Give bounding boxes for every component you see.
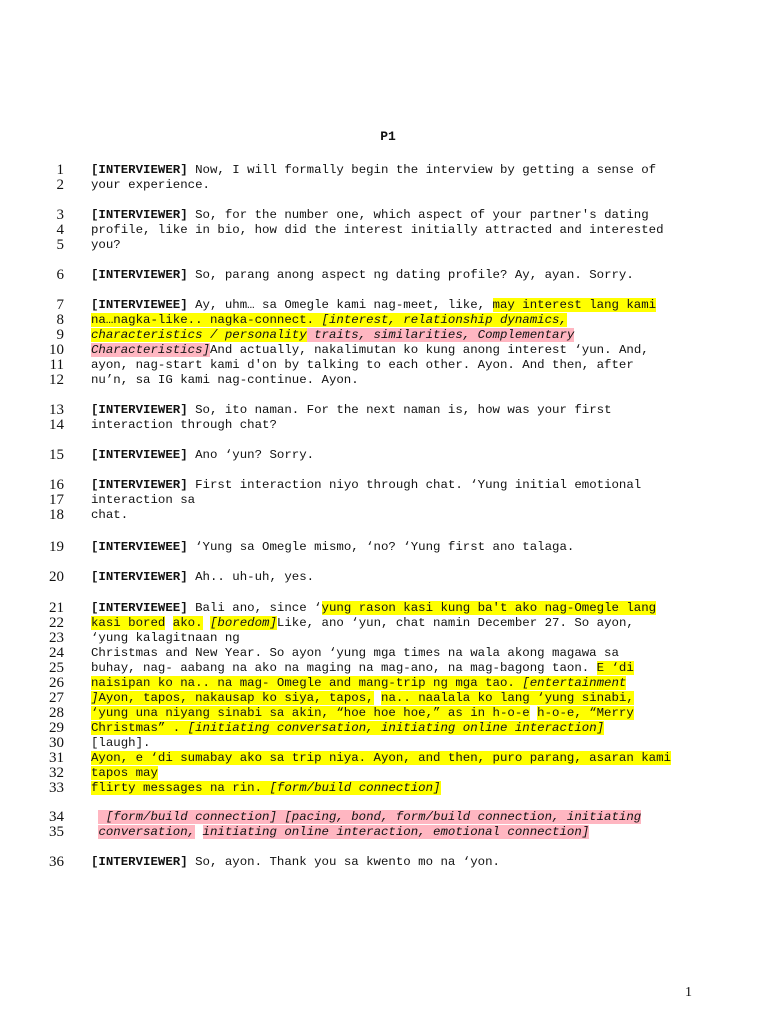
- speaker-label: [INTERVIEWEE]: [91, 448, 188, 462]
- line-text: [91, 343, 649, 358]
- page-number: 1: [685, 985, 692, 1000]
- text-segment: you?: [91, 238, 121, 252]
- line-number: 3: [56, 207, 64, 223]
- text-segment: profile, like in bio, how did the interest initially attracted and interested: [91, 223, 664, 237]
- transcript-line: [0, 268, 768, 283]
- speaker-label: [INTERVIEWEE]: [91, 601, 188, 615]
- transcript-line: [0, 781, 768, 796]
- line-number: 5: [56, 237, 64, 253]
- highlighted-text: na.. naalala ko lang ‘yung sinabi,: [381, 691, 634, 705]
- line-number: 28: [49, 705, 64, 721]
- highlighted-text: E ‘di: [596, 661, 634, 675]
- line-number: 1: [56, 162, 64, 178]
- text-segment: Ah.. uh-uh, yes.: [187, 570, 315, 584]
- line-number: 18: [49, 507, 64, 523]
- line-number: 13: [49, 402, 64, 418]
- text-segment: Now, I will formally begin the interview by getting a sense of: [187, 163, 657, 177]
- transcript-line: [0, 223, 768, 238]
- speaker-label: [INTERVIEWER]: [91, 855, 188, 869]
- code-annotation: [form/build connection]: [269, 781, 441, 795]
- line-number: 14: [49, 417, 64, 433]
- line-text: [91, 238, 121, 253]
- speaker-label: [INTERVIEWER]: [91, 268, 188, 282]
- transcript-line: [0, 448, 768, 463]
- highlighted-text: Ayon,: [98, 691, 144, 705]
- transcript-line: [0, 766, 768, 781]
- transcript-line: [0, 721, 768, 736]
- highlighted-text: na…nagka-like.. nagka-connect.: [91, 313, 322, 327]
- text-segment: First interaction niyo through chat. ‘Yung initial emotional: [187, 478, 642, 492]
- line-text: [91, 570, 314, 585]
- text-segment: Like, ano ‘yun, chat namin December 27. So ayon,: [276, 616, 634, 630]
- line-number: 6: [56, 267, 64, 283]
- line-number: 35: [49, 824, 64, 840]
- line-text: [91, 418, 277, 433]
- speaker-label: [INTERVIEWER]: [91, 403, 188, 417]
- page-title: P1: [380, 129, 396, 144]
- line-number: 2: [56, 177, 64, 193]
- text-segment: ayon, nag-start kami d'on by talking to each other. Ayon. And then, after: [91, 358, 634, 372]
- transcript-line: [0, 706, 768, 721]
- text-segment: Ay, uhm… sa Omegle kami nag-meet, like,: [187, 298, 493, 312]
- transcript-line: [0, 601, 768, 616]
- text-segment: Christmas and New Year. So ayon ‘yung mga times na wala akong magawa sa: [91, 646, 619, 660]
- code-annotation: [form/build connection] [pacing, bond, form/build connection, initiating: [98, 810, 642, 824]
- line-text: [91, 328, 574, 343]
- line-number: 11: [49, 357, 64, 373]
- transcript-line: [0, 403, 768, 418]
- highlighted-text: tapos, nakausap ko siya, tapos,: [143, 691, 374, 705]
- code-annotation: [boredom]: [209, 616, 277, 630]
- line-number: 12: [49, 372, 64, 388]
- line-number: 23: [49, 630, 64, 646]
- highlighted-text: yung rason kasi kung ba't ako nag-Omegle lang: [321, 601, 657, 615]
- line-text: [91, 268, 634, 283]
- line-number: 20: [49, 569, 64, 585]
- transcript-line: [0, 343, 768, 358]
- code-annotation: Characteristics]: [91, 343, 210, 357]
- code-annotation: conversation,: [98, 825, 196, 839]
- transcript-line: [0, 298, 768, 313]
- highlighted-text: Christmas” .: [91, 721, 188, 735]
- line-text: [91, 508, 128, 523]
- text-segment: [374, 691, 381, 705]
- line-text: [91, 403, 612, 418]
- line-text: [91, 736, 151, 751]
- speaker-label: [INTERVIEWER]: [91, 208, 188, 222]
- text-segment: So, parang anong aspect ng dating profile? Ay, ayan. Sorry.: [187, 268, 634, 282]
- line-number: 25: [49, 660, 64, 676]
- line-number: 9: [56, 327, 64, 343]
- line-text: [91, 448, 314, 463]
- line-number: 8: [56, 312, 64, 328]
- code-annotation: traits, similarities, Complementary: [306, 328, 575, 342]
- highlighted-text: naisipan ko na.. na mag- Omegle and mang-trip ng mga tao.: [91, 676, 523, 690]
- line-number: 34: [49, 809, 64, 825]
- speaker-label: [INTERVIEWER]: [91, 478, 188, 492]
- transcript-line: [0, 493, 768, 508]
- code-annotation: [interest, relationship dynamics,: [321, 313, 567, 327]
- transcript-line: [0, 736, 768, 751]
- line-number: 7: [56, 297, 64, 313]
- highlighted-text: kasi bored: [91, 616, 166, 630]
- line-number: 30: [49, 735, 64, 751]
- line-text: [91, 313, 567, 328]
- highlighted-text: tapos may: [91, 766, 158, 780]
- text-segment: [195, 825, 202, 839]
- line-text: [91, 298, 656, 313]
- line-text: [91, 163, 656, 178]
- transcript-line: [0, 825, 768, 840]
- text-segment: [laugh].: [91, 736, 151, 750]
- transcript-line: [0, 178, 768, 193]
- transcript-line: [0, 751, 768, 766]
- line-text: [91, 540, 574, 555]
- line-number: 21: [49, 600, 64, 616]
- line-number: 32: [49, 765, 64, 781]
- speaker-label: [INTERVIEWEE]: [91, 298, 188, 312]
- transcript-line: [0, 163, 768, 178]
- speaker-label: [INTERVIEWER]: [91, 570, 188, 584]
- text-segment: Bali ano, since ‘: [187, 601, 322, 615]
- line-text: [91, 751, 671, 766]
- text-segment: ‘yung kalagitnaan ng: [91, 631, 240, 645]
- line-number: 33: [49, 780, 64, 796]
- line-text: [91, 601, 656, 616]
- line-number: 24: [49, 645, 64, 661]
- text-segment: And actually, nakalimutan ko kung anong interest ‘yun. And,: [209, 343, 649, 357]
- line-text: [91, 706, 634, 721]
- code-annotation: characteristics / personality: [91, 328, 307, 342]
- line-number: 36: [49, 854, 64, 870]
- text-segment: your experience.: [91, 178, 210, 192]
- highlighted-text: ‘yung una niyang sinabi sa akin, “hoe hoe hoe,” as in h-o-e: [91, 706, 530, 720]
- text-segment: [203, 616, 210, 630]
- line-number: 17: [49, 492, 64, 508]
- code-annotation: initiating online interaction, emotional connection]: [202, 825, 590, 839]
- line-number: 10: [49, 342, 64, 358]
- line-text: [91, 825, 589, 840]
- text-segment: chat.: [91, 508, 129, 522]
- transcript-line: [0, 418, 768, 433]
- line-text: [91, 616, 634, 631]
- highlighted-text: Ayon, e ‘di sumabay ako sa trip niya. Ayon, and then, puro parang, asaran kami: [91, 751, 671, 765]
- line-number: 4: [56, 222, 64, 238]
- highlighted-text: may interest lang kami: [492, 298, 657, 312]
- text-segment: [165, 616, 172, 630]
- line-text: [91, 691, 634, 706]
- line-number: 27: [49, 690, 64, 706]
- line-text: [91, 810, 641, 825]
- line-text: [91, 208, 649, 223]
- text-segment: interaction through chat?: [91, 418, 277, 432]
- line-text: [91, 661, 634, 676]
- transcript-line: [0, 616, 768, 631]
- line-text: [91, 178, 210, 193]
- highlighted-text: h-o-e, “Merry: [537, 706, 634, 720]
- line-number: 31: [49, 750, 64, 766]
- speaker-label: [INTERVIEWEE]: [91, 540, 188, 554]
- line-text: [91, 493, 195, 508]
- line-number: 16: [49, 477, 64, 493]
- transcript-line: [0, 313, 768, 328]
- line-number: 15: [49, 447, 64, 463]
- line-text: [91, 676, 626, 691]
- speaker-label: [INTERVIEWER]: [91, 163, 188, 177]
- highlighted-text: ako.: [172, 616, 203, 630]
- line-text: [91, 766, 158, 781]
- line-text: [91, 646, 619, 661]
- transcript-line: [0, 691, 768, 706]
- line-text: [91, 478, 641, 493]
- text-segment: So, ito naman. For the next naman is, how was your first: [187, 403, 612, 417]
- transcript-line: [0, 238, 768, 253]
- text-segment: So, ayon. Thank you sa kwento mo na ‘yon.: [187, 855, 500, 869]
- code-annotation: [initiating conversation, initiating online interaction]: [187, 721, 605, 735]
- transcript-line: [0, 661, 768, 676]
- text-segment: nu’n, sa IG kami nag-continue. Ayon.: [91, 373, 359, 387]
- transcript-line: [0, 208, 768, 223]
- transcript-line: [0, 855, 768, 870]
- text-segment: interaction sa: [91, 493, 196, 507]
- text-segment: ‘Yung sa Omegle mismo, ‘no? ‘Yung first ano talaga.: [187, 540, 575, 554]
- line-text: [91, 721, 604, 736]
- code-annotation: ]: [91, 691, 99, 705]
- transcript-line: [0, 631, 768, 646]
- code-annotation: [entertainment: [522, 676, 627, 690]
- text-segment: buhay, nag- aabang na ako na maging na mag-ano, na mag-bagong taon.: [91, 661, 597, 675]
- line-text: [91, 631, 240, 646]
- transcript-line: [0, 570, 768, 585]
- transcript-line: [0, 373, 768, 388]
- line-text: [91, 373, 359, 388]
- highlighted-text: flirty messages na rin.: [91, 781, 270, 795]
- line-text: [91, 781, 441, 796]
- text-segment: So, for the number one, which aspect of your partner's dating: [187, 208, 649, 222]
- transcript-line: [0, 358, 768, 373]
- line-number: 19: [49, 539, 64, 555]
- line-text: [91, 855, 500, 870]
- transcript-line: [0, 328, 768, 343]
- line-number: 26: [49, 675, 64, 691]
- text-segment: Ano ‘yun? Sorry.: [187, 448, 315, 462]
- transcript-line: [0, 646, 768, 661]
- line-number: 29: [49, 720, 64, 736]
- transcript-line: [0, 508, 768, 523]
- transcript-line: [0, 810, 768, 825]
- transcript-line: [0, 676, 768, 691]
- transcript-line: [0, 478, 768, 493]
- transcript-line: [0, 540, 768, 555]
- line-text: [91, 223, 664, 238]
- line-number: 22: [49, 615, 64, 631]
- line-text: [91, 358, 634, 373]
